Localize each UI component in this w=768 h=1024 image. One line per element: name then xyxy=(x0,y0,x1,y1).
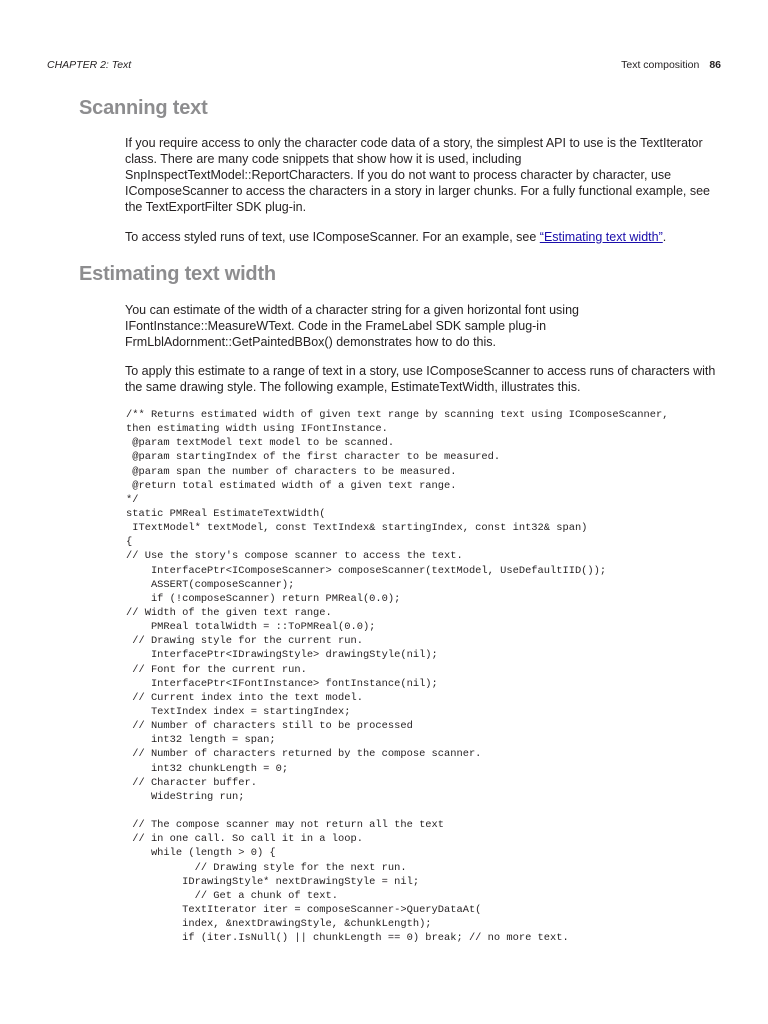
code-line: /** Returns estimated width of given text range by scanning text using IComposeScanner, xyxy=(126,409,669,421)
text-line: You can estimate of the width of a character string for a given horizontal font using xyxy=(125,303,579,317)
page-number: 86 xyxy=(709,59,721,71)
estimating-paragraph-2 xyxy=(125,363,725,395)
para-text: To access styled runs of text, use IComposeScanner. For an example, see xyxy=(125,230,540,244)
text-line: If you require access to only the character code data of a story, the simplest API to use is the TextIterator xyxy=(125,136,703,150)
code-line: InterfacePtr<IComposeScanner> composeScanner(textModel, UseDefaultIID()); xyxy=(126,564,607,577)
code-line: int32 chunkLength = 0; xyxy=(126,762,289,775)
text-line: the same drawing style. The following example, EstimateTextWidth, illustrates this. xyxy=(125,380,581,394)
code-line: // Number of characters returned by the compose scanner. xyxy=(126,748,482,761)
code-line: // Character buffer. xyxy=(126,776,257,789)
scanning-paragraph-1 xyxy=(125,135,725,215)
code-line: { xyxy=(126,536,133,549)
code-line: static PMReal EstimateTextWidth( xyxy=(126,507,326,520)
code-line: // Use the story's compose scanner to access the text. xyxy=(126,550,463,563)
estimating-text-width-link[interactable]: “Estimating text width” xyxy=(539,230,663,244)
code-line: ASSERT(composeScanner); xyxy=(126,578,295,591)
code-line: then estimating width using IFontInstance. xyxy=(126,423,388,436)
code-line: InterfacePtr<IDrawingStyle> drawingStyle(nil); xyxy=(126,649,438,662)
code-line: PMReal totalWidth = ::ToPMReal(0.0); xyxy=(126,621,376,634)
code-line: // Width of the given text range. xyxy=(126,606,332,619)
code-line: int32 length = span; xyxy=(126,734,276,747)
running-header-right xyxy=(621,59,721,71)
code-line xyxy=(126,804,668,818)
code-line: // The compose scanner may not return all the text xyxy=(126,819,445,832)
text-line: class. There are many code snippets that show how it is used, including xyxy=(125,152,522,166)
code-line: @param startingIndex of the first character to be measured. xyxy=(126,451,501,464)
code-line: IDrawingStyle* nextDrawingStyle = nil; xyxy=(126,875,420,888)
text-line: IComposeScanner to access the characters in a story in larger chunks. For a fully functional example, see xyxy=(125,184,711,198)
text-line: IFontInstance::MeasureWText. Code in the FrameLabel SDK sample plug-in xyxy=(125,319,547,333)
code-line: // Number of characters still to be processed xyxy=(126,720,413,733)
estimating-paragraph-1 xyxy=(125,302,725,350)
code-line: TextIndex index = startingIndex; xyxy=(126,705,351,718)
running-header-chapter: CHAPTER 2: Text xyxy=(47,59,132,71)
text-line xyxy=(125,229,725,245)
scanning-paragraph-2 xyxy=(125,229,725,245)
code-line: TextIterator iter = composeScanner->QueryDataAt( xyxy=(126,903,482,916)
code-line: @param textModel text model to be scanned. xyxy=(126,437,395,450)
code-line: if (!composeScanner) return PMReal(0.0); xyxy=(126,592,401,605)
running-header-section: Text composition xyxy=(621,59,700,71)
heading-estimating-text-width: Estimating text width xyxy=(79,263,276,285)
text-line: To apply this estimate to a range of text in a story, use IComposeScanner to access runs of characters with xyxy=(125,364,716,378)
code-line: if (iter.IsNull() || chunkLength == 0) break; // no more text. xyxy=(126,932,569,945)
code-line: // in one call. So call it in a loop. xyxy=(126,833,363,846)
code-line: // Drawing style for the current run. xyxy=(126,635,363,648)
code-line: // Current index into the text model. xyxy=(126,691,363,704)
code-line: */ xyxy=(126,493,139,506)
code-listing xyxy=(126,408,668,945)
text-line: SnpInspectTextModel::ReportCharacters. If you do not want to process character by character, use xyxy=(125,168,672,182)
code-line: InterfacePtr<IFontInstance> fontInstance(nil); xyxy=(126,677,438,690)
code-line: ITextModel* textModel, const TextIndex& startingIndex, const int32& span) xyxy=(126,522,588,535)
code-line: WideString run; xyxy=(126,790,245,803)
text-line: the TextExportFilter SDK plug-in. xyxy=(125,200,307,214)
code-line: @param span the number of characters to be measured. xyxy=(126,465,457,478)
code-line: index, &nextDrawingStyle, &chunkLength); xyxy=(126,918,432,931)
code-line: // Get a chunk of text. xyxy=(126,889,339,902)
heading-scanning-text: Scanning text xyxy=(79,97,208,119)
para-text: . xyxy=(662,230,667,244)
code-line: @return total estimated width of a given text range. xyxy=(126,479,457,492)
code-line: // Drawing style for the next run. xyxy=(126,861,407,874)
text-line: FrmLblAdornment::GetPaintedBBox() demonstrates how to do this. xyxy=(125,335,497,349)
code-line: // Font for the current run. xyxy=(126,663,307,676)
code-line: while (length > 0) { xyxy=(126,847,276,860)
